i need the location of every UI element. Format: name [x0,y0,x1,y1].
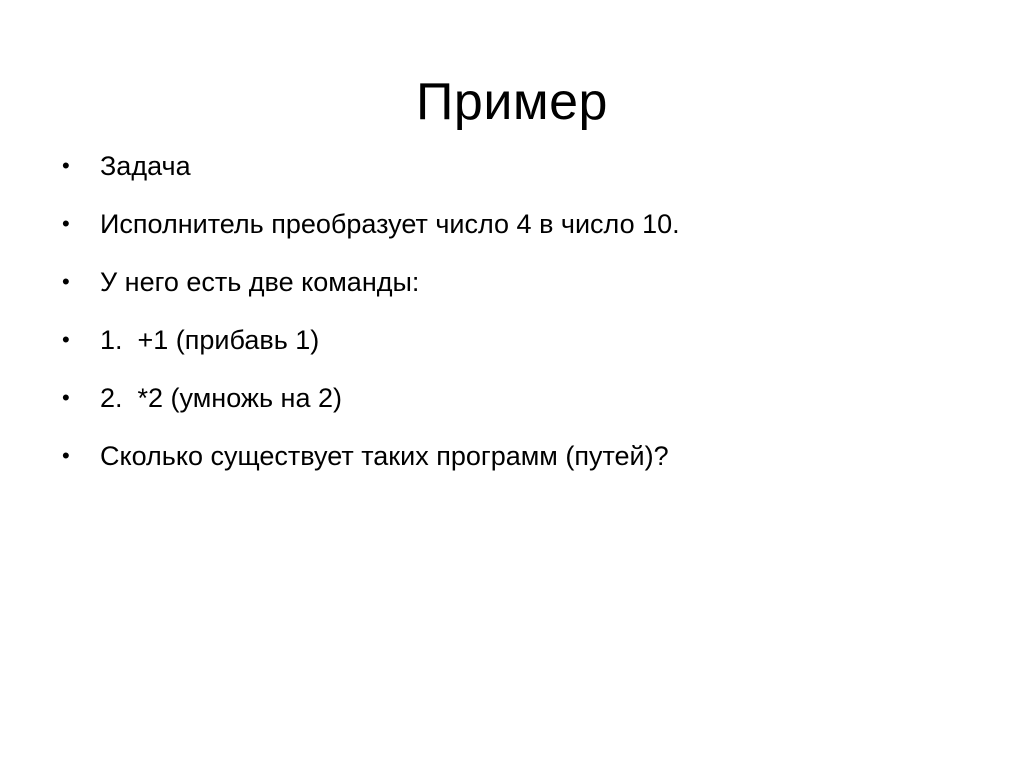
bullet-item [62,144,962,202]
bullet-item [62,202,962,260]
slide-title: Пример [416,73,608,131]
bullet-icon: • [62,153,70,178]
bullet-icon: • [62,443,70,468]
bullet-item [62,318,962,376]
bullet-text: Сколько существует таких программ (путей)? [100,441,669,471]
bullet-item [62,260,962,318]
bullet-text: Исполнитель преобразует число 4 в число 10. [100,209,680,239]
bullet-icon: • [62,269,70,294]
bullet-text: Задача [100,151,191,181]
bullet-item [62,434,962,492]
bullet-item [62,376,962,434]
bullet-icon: • [62,327,70,352]
bullet-list [62,144,962,492]
bullet-icon: • [62,385,70,410]
bullet-text: 2. *2 (умножь на 2) [100,383,342,413]
bullet-text: У него есть две команды: [100,267,420,297]
bullet-icon: • [62,211,70,236]
bullet-text: 1. +1 (прибавь 1) [100,325,320,355]
